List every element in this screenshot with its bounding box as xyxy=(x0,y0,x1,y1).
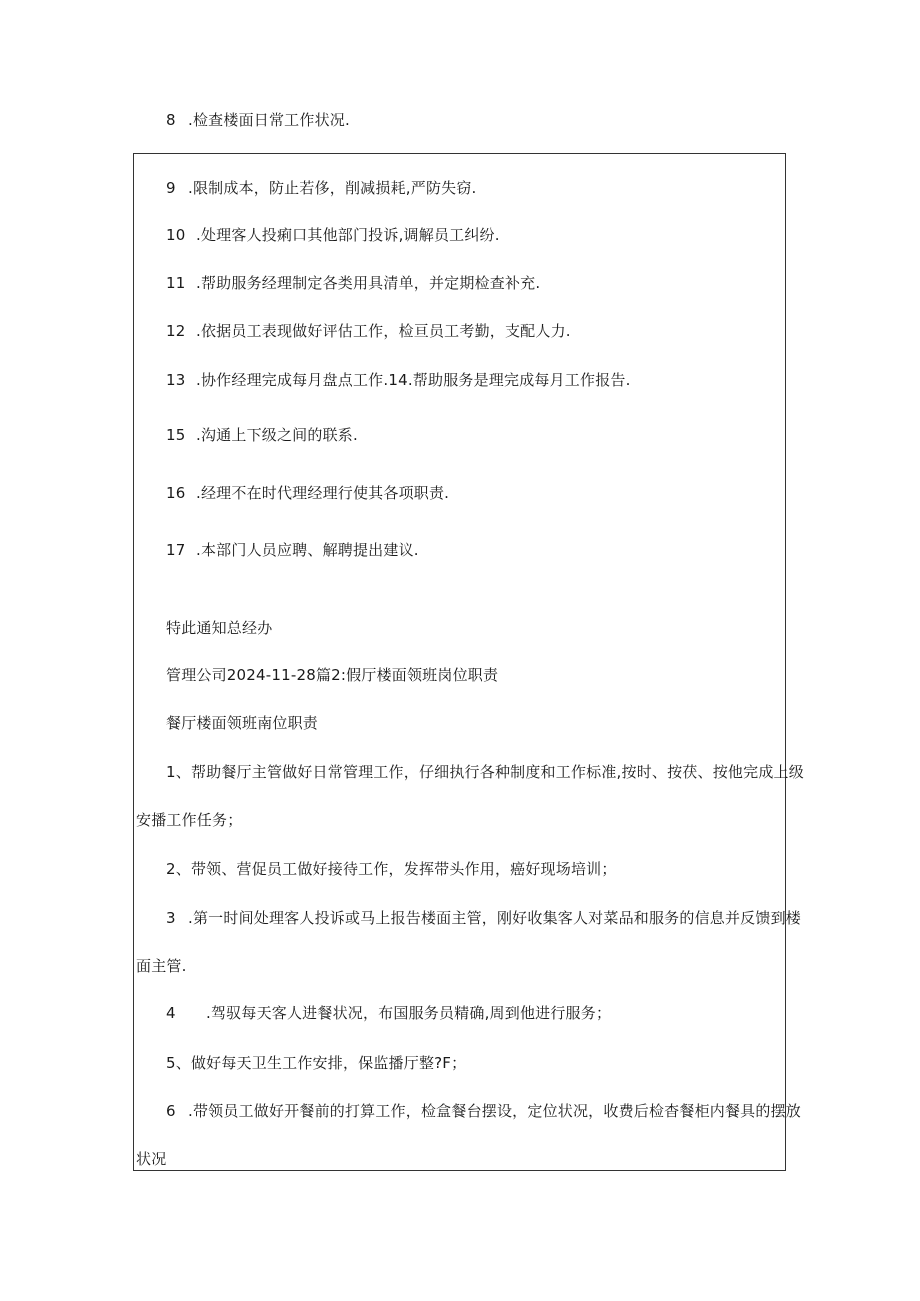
item-text: .协作经理完成每月盘点工作.14.帮助服务是理完成每月工作报告. xyxy=(196,371,631,389)
item-number: 15 xyxy=(166,426,186,444)
item-text: .驾驭每天客人进餐状况，布国服务员精确,周到他进行服务； xyxy=(206,1004,612,1022)
item-number: 16 xyxy=(166,484,186,502)
duty-3-line-2: 面主管. xyxy=(136,957,187,975)
duty-5: 5、做好每天卫生工作安排，保监播厅整?F； xyxy=(166,1054,467,1072)
item-text: .沟通上下级之间的联系. xyxy=(196,426,358,444)
list-item xyxy=(166,178,477,198)
duty-4 xyxy=(166,1003,611,1023)
item-number: 12 xyxy=(166,322,186,340)
duty-2: 2、带领、营促员工做好接待工作，发挥带头作用，癌好现场培训； xyxy=(166,860,617,878)
item-number: 17 xyxy=(166,541,186,559)
notice-text: 特此通知总经办 xyxy=(166,619,273,637)
item-number: 3 xyxy=(166,909,176,927)
section-title: 餐厅楼面领班南位职责 xyxy=(166,714,319,732)
list-item xyxy=(166,225,500,245)
item-text: .经理不在时代理经理行使其各项职责. xyxy=(196,484,450,502)
item-text: .依据员工表现做好评估工作，检亘员工考勤，支配人力. xyxy=(196,322,571,340)
item-text: .限制成本，防止若侈，削减损耗,严防失窃. xyxy=(188,179,477,197)
duty-6-line-1 xyxy=(166,1101,801,1121)
item-text: .第一时间处理客人投诉或马上报告楼面主管，刚好收集客人对菜品和服务的信息并反馈到楼 xyxy=(188,909,801,927)
item-number: 6 xyxy=(166,1102,176,1120)
list-item xyxy=(166,273,540,293)
company-date-line: 管理公司2024-11-28篇2:假厅楼面领班岗位职责 xyxy=(166,666,499,684)
item-number: 13 xyxy=(166,371,186,389)
duty-1-line-2: 安播工作任务； xyxy=(136,811,243,829)
item-text: .处理客人投痢口其他部门投诉,调解员工纠纷. xyxy=(196,226,500,244)
item-text: .本部门人员应聘、解聘提出建议. xyxy=(196,541,419,559)
duty-1-line-1: 1、帮助餐厅主管做好日常管理工作，仔细执行各种制度和工作标准,按时、按茯、按他完成上级 xyxy=(166,763,804,781)
list-item xyxy=(166,110,350,130)
list-item xyxy=(166,483,449,503)
item-number: 11 xyxy=(166,274,186,292)
item-text: .带领员工做好开餐前的打算工作，检盒餐台摆设，定位状况，收费后检杳餐柜内餐具的摆放 xyxy=(188,1102,801,1120)
list-item xyxy=(166,321,571,341)
duty-6-line-2: 状况 xyxy=(136,1150,167,1168)
item-number: 8 xyxy=(166,111,176,129)
list-item xyxy=(166,540,419,560)
list-item xyxy=(166,370,631,390)
item-number: 4 xyxy=(166,1004,176,1022)
item-number: 10 xyxy=(166,226,186,244)
list-item xyxy=(166,425,358,445)
item-number: 9 xyxy=(166,179,176,197)
item-text: .帮助服务经理制定各类用具清单，并定期检查补充. xyxy=(196,274,541,292)
item-text: .检查楼面日常工作状况. xyxy=(188,111,350,129)
duty-3-line-1 xyxy=(166,908,801,928)
